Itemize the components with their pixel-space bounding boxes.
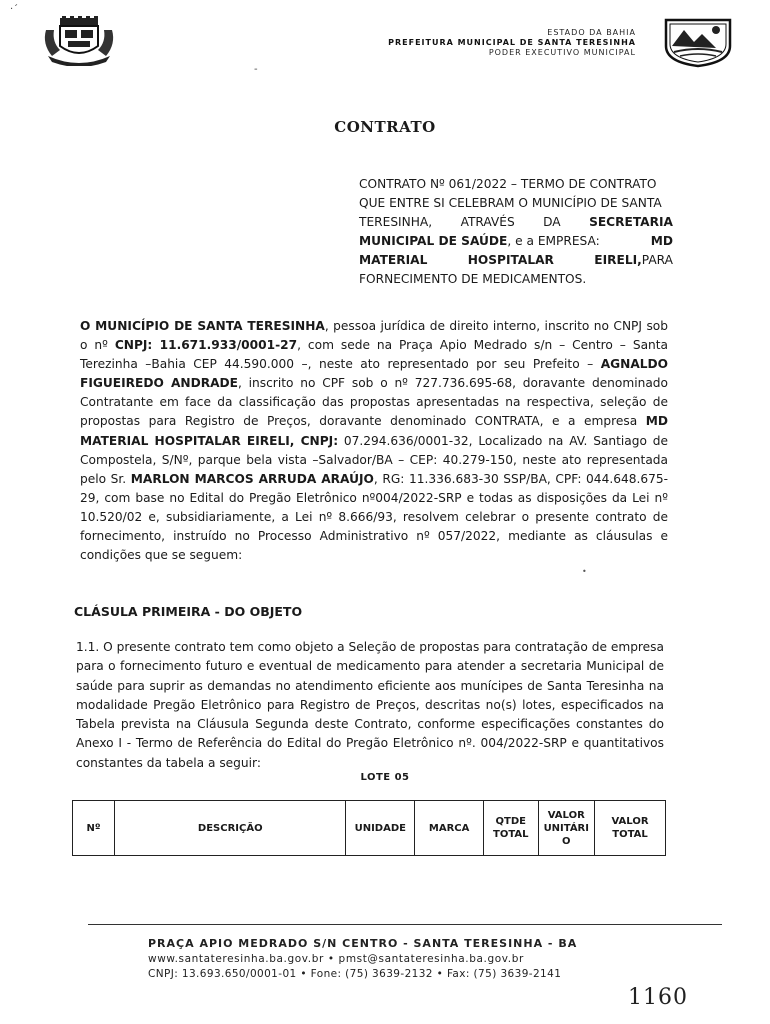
summary-secretariat: MUNICIPAL DE SAÚDE: [359, 234, 508, 248]
municipal-seal-icon: [660, 16, 736, 68]
col-total-value: VALOR TOTAL: [595, 801, 666, 856]
letterhead: [388, 28, 636, 58]
items-table: [72, 800, 666, 856]
col-brand: MARCA: [415, 801, 484, 856]
preamble-company: MD MATERIAL HOSPITALAR EIRELI, CNPJ:: [80, 414, 668, 448]
document-title: CONTRATO: [334, 118, 436, 136]
col-quantity: QTDE TOTAL: [484, 801, 538, 856]
preamble-mayor: AGNALDO FIGUEIREDO ANDRADE: [80, 357, 668, 391]
footer-address: PRAÇA APIO MEDRADO S/N CENTRO - SANTA TERESINHA - BA: [148, 937, 578, 950]
summary-word: , e a EMPRESA:: [507, 234, 600, 248]
scan-mark: ·ˊ: [10, 4, 19, 15]
summary-line: FORNECIMENTO DE MEDICAMENTOS.: [359, 272, 587, 286]
scan-mark: •: [582, 567, 587, 576]
summary-word: DA: [543, 215, 561, 229]
col-description: DESCRIÇÃO: [115, 801, 346, 856]
summary-company: HOSPITALAR: [467, 253, 554, 267]
table-header-row: [73, 801, 666, 856]
summary-word: TERESINHA,: [359, 215, 433, 229]
preamble-text: , com sede na Praça Apio Medrado s/n – Centro – Santa Terezinha –Bahia CEP 44.590.000 –, neste ato representado por seu Prefeito –: [80, 338, 669, 372]
summary-line: [359, 232, 673, 251]
preamble-text: , pessoa jurídica de direito interno, inscrito no CNPJ sob o nº: [80, 319, 668, 353]
contract-summary: [359, 175, 673, 289]
clause-body: 1.1. O presente contrato tem como objeto a Seleção de propostas para contratação de empresa para o fornecimento futuro e eventual de medicamento para atender a secretaria Municipal de saúde para suprir as demandas no atendimento eficiente aos munícipes de Santa Teresinha na modalidade Pregão Eletrônico para Registro de Preços, descritas no(s) lotes, especificados na Tabela prevista na Cláusula Segunda deste Contrato, conforme especificações constantes do Anexo I - Termo de Referência do Edital do Pregão Eletrônico nº. 004/2022-SRP e quantitativos constantes da tabela a seguir:: [76, 640, 664, 770]
clause-heading: CLÁSULA PRIMEIRA - DO OBJETO: [74, 604, 303, 619]
footer-contact: CNPJ: 13.693.650/0001-01 • Fone: (75) 3639-2132 • Fax: (75) 3639-2141: [148, 968, 562, 980]
preamble-cnpj: CNPJ: 11.671.933/0001-27: [114, 338, 298, 353]
col-unit: UNIDADE: [346, 801, 415, 856]
preamble-text: , RG: 11.336.683-30 SSP/BA, CPF: 044.648.675-29, com base no Edital do Pregão Eletrônico nº004/2022-SRP e todas as disposições da Lei nº 10.520/02 e, subsidiariamente, a Lei nº 8.666/93, resolvem celebrar o presente contrato de fornecimento, instruído no Processo Administrativo nº 057/2022, mediante as cláusulas e condições que se seguem:: [80, 471, 668, 563]
preamble-paragraph: [80, 317, 668, 565]
state-name: ESTADO DA BAHIA: [547, 28, 636, 37]
col-number: Nº: [73, 801, 115, 856]
summary-word: SECRETARIA: [589, 215, 673, 229]
summary-company: EIRELI,: [594, 253, 642, 267]
footer-website: www.santateresinha.ba.gov.br • pmst@santateresinha.ba.gov.br: [148, 953, 524, 965]
summary-company: MD: [650, 234, 673, 248]
preamble-representative: MARLON MARCOS ARRUDA ARAÚJO: [130, 471, 374, 486]
summary-word: PARA: [641, 253, 673, 267]
scan-mark: -: [254, 64, 258, 75]
summary-word: ATRAVÉS: [460, 215, 515, 229]
footer-divider: [88, 924, 722, 925]
col-unit-value: VALOR UNITÁRI O: [538, 801, 595, 856]
lot-label: LOTE 05: [360, 772, 410, 783]
summary-line: QUE ENTRE SI CELEBRAM O MUNICÍPIO DE SANTA: [359, 196, 662, 210]
poder-executivo: PODER EXECUTIVO MUNICIPAL: [488, 48, 636, 57]
summary-line: [359, 251, 673, 270]
page-number: 1160: [628, 985, 688, 1010]
summary-line: [359, 213, 673, 232]
preamble-text: 07.294.636/0001-32, Localizado na AV. Santiago de Compostela, S/Nº, parque bela vista –Salvador/BA – CEP: 40.279-150, neste ato representada pelo Sr.: [80, 433, 668, 486]
municipal-coat-of-arms-icon: [40, 16, 118, 66]
footer: [148, 937, 688, 980]
prefeitura-name: PREFEITURA MUNICIPAL DE SANTA TERESINHA: [388, 38, 636, 47]
summary-line: CONTRATO Nº 061/2022 – TERMO DE CONTRATO: [359, 177, 657, 191]
preamble-text: , inscrito no CPF sob o nº 727.736.695-68, doravante denominado Contratante em face da classificação das propostas apresentadas na respectiva, seleção de propostas para Registro de Preços, doravante denominado CONTRATA, e a empresa: [80, 376, 669, 429]
preamble-party: O MUNICÍPIO DE SANTA TERESINHA: [80, 319, 325, 333]
summary-company: MATERIAL: [359, 253, 428, 267]
